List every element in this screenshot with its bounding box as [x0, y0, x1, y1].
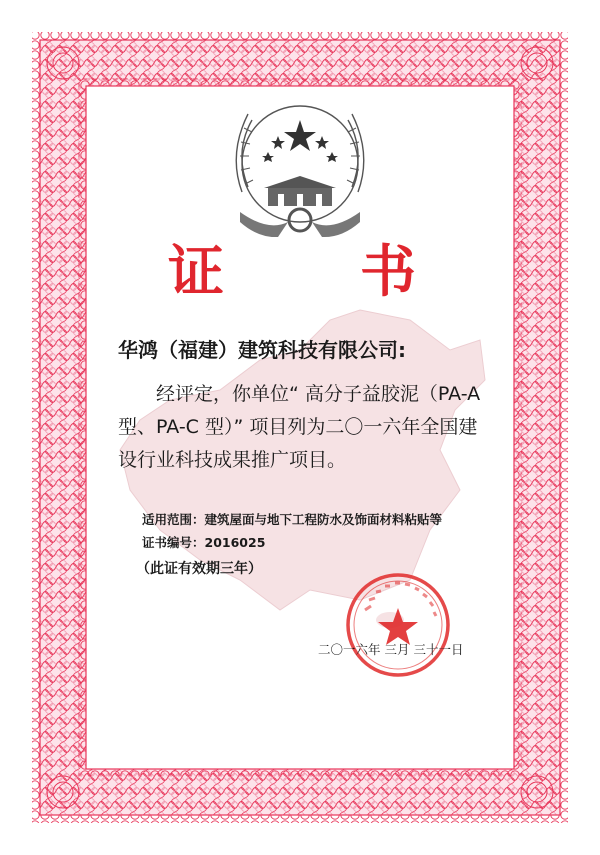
date-part: 三十一日: [413, 642, 464, 657]
body-line: 经评定，你单位“ 高分子益胶泥（PA-A: [156, 383, 481, 405]
date-part: 三月: [384, 642, 410, 657]
title-char-2: 书: [360, 239, 416, 305]
date-part: 二〇一六年: [318, 642, 381, 657]
issue-date: [318, 640, 464, 658]
number-value: 2016025: [204, 535, 266, 550]
body-line: 型、PA-C 型）” 项目列为二〇一六年全国建: [118, 416, 478, 438]
recipient-name: 华鸿（福建）建筑科技有限公司:: [118, 338, 406, 362]
number-label: 证书编号：: [142, 535, 205, 550]
scope-label: 适用范围：: [142, 512, 205, 527]
official-seal-icon: [343, 570, 453, 680]
certificate-number-row: [142, 533, 265, 551]
title-char-1: 证: [168, 239, 224, 305]
national-emblem-icon: [218, 92, 382, 242]
scope-row: [142, 510, 442, 528]
validity-note: （此证有效期三年）: [136, 561, 262, 577]
scope-value: 建筑屋面与地下工程防水及饰面材料粘贴等: [204, 512, 443, 527]
certificate-body: [118, 378, 496, 477]
body-line: 设行业科技成果推广项目。: [118, 449, 347, 471]
